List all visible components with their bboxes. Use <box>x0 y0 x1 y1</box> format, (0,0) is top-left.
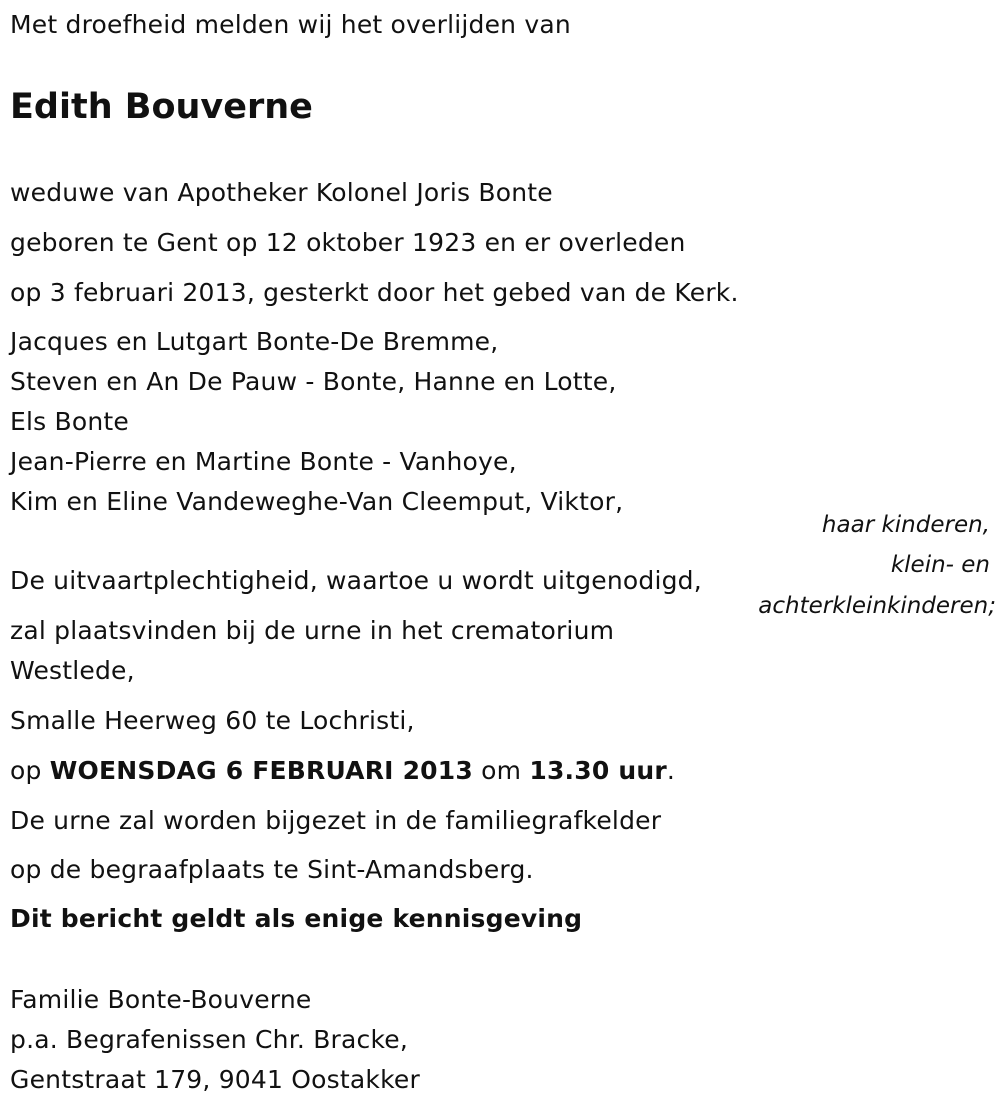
ceremony-line-2: zal plaatsvinden bij de urne in het crematorium <box>10 616 615 645</box>
deceased-name: Edith Bouverne <box>10 87 313 127</box>
contact-line-1: Familie Bonte-Bouverne <box>10 985 312 1014</box>
family-member-3: Els Bonte <box>10 407 129 436</box>
family-member-4: Jean-Pierre en Martine Bonte - Vanhoye, <box>10 447 517 476</box>
family-member-5: Kim en Eline Vandeweghe-Van Cleemput, Viktor, <box>10 487 624 516</box>
family-role-line-3: achterkleinkinderen; <box>758 593 996 619</box>
ceremony-line-1: De uitvaartplechtigheid, waartoe u wordt uitgenodigd, <box>10 566 702 595</box>
intro-text: Met droefheid melden wij het overlijden van <box>10 10 571 39</box>
contact-line-3: Gentstraat 179, 9041 Oostakker <box>10 1065 420 1094</box>
family-member-1: Jacques en Lutgart Bonte-De Bremme, <box>10 327 499 356</box>
family-role-line-2: klein- en <box>890 552 990 578</box>
date-period: . <box>666 756 676 785</box>
bio-line-2: geboren te Gent op 12 oktober 1923 en er overleden <box>10 228 686 257</box>
burial-line-1: De urne zal worden bijgezet in de familiegrafkelder <box>10 806 662 835</box>
ceremony-line-3: Westlede, <box>10 656 135 685</box>
ceremony-date-line <box>10 756 675 786</box>
burial-line-2: op de begraafplaats te Sint-Amandsberg. <box>10 855 534 884</box>
bio-line-1: weduwe van Apotheker Kolonel Joris Bonte <box>10 178 553 207</box>
ceremony-time: 13.30 uur <box>529 756 667 785</box>
date-prefix: op <box>10 756 42 785</box>
notice-statement: Dit bericht geldt als enige kennisgeving <box>10 904 583 933</box>
bio-line-3: op 3 februari 2013, gesterkt door het gebed van de Kerk. <box>10 278 739 307</box>
family-member-2: Steven en An De Pauw - Bonte, Hanne en Lotte, <box>10 367 617 396</box>
date-om: om <box>481 756 522 785</box>
ceremony-address: Smalle Heerweg 60 te Lochristi, <box>10 706 415 735</box>
ceremony-day-date: WOENSDAG 6 FEBRUARI 2013 <box>49 756 473 785</box>
family-role-line-1: haar kinderen, <box>821 512 990 538</box>
contact-line-2: p.a. Begrafenissen Chr. Bracke, <box>10 1025 409 1054</box>
